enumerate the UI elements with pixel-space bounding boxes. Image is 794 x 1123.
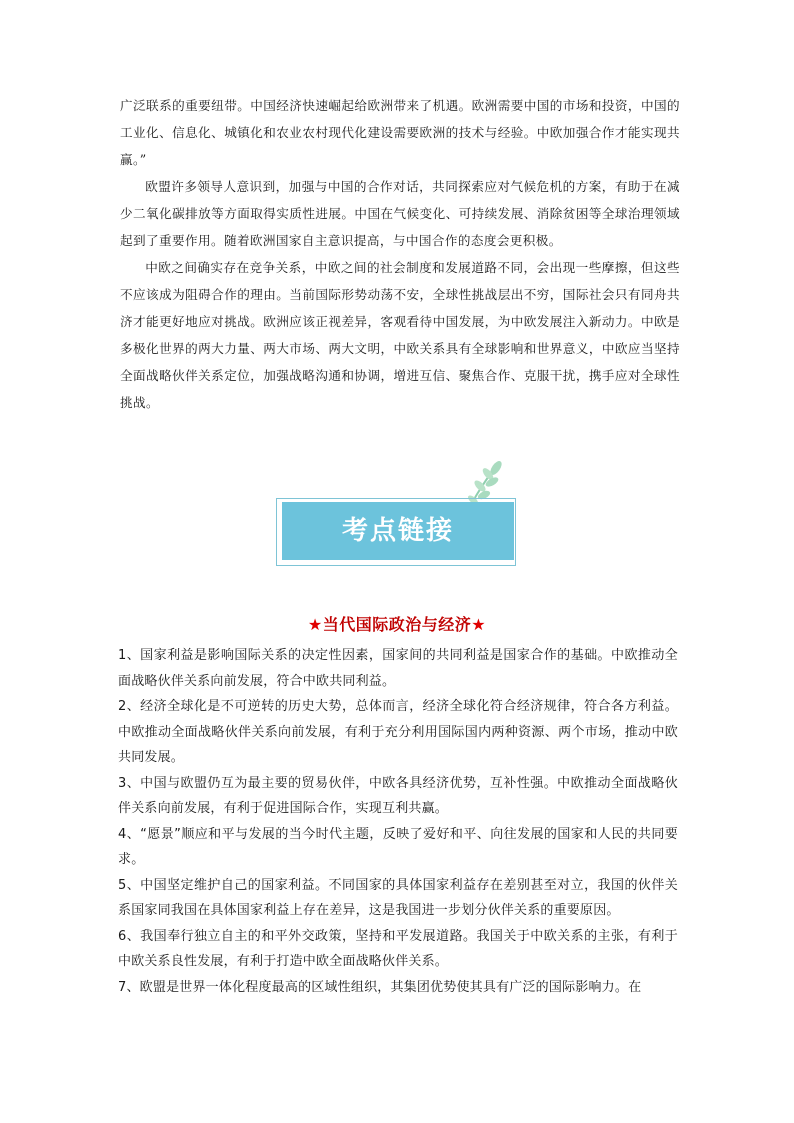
article-paragraph: 欧盟许多领导人意识到，加强与中国的合作对话，共同探索应对气候危机的方案，有助于在减少二氧化碳排放等方面取得实质性进展。中国在气候变化、可持续发展、消除贫困等全球治理领域起到了重要作用。随着欧洲国家自主意识提高，与中国合作的态度会更积极。	[120, 179, 680, 248]
list-item: 4、“愿景”顺应和平与发展的当今时代主题，反映了爱好和平、向往发展的国家和人民的共同要求。	[118, 826, 678, 867]
list-item: 5、中国坚定维护自己的国家利益。不同国家的具体国家利益存在差别甚至对立，我国的伙伴关系国家同我国在具体国家利益上存在差异，这是我国进一步划分伙伴关系的重要原因。	[118, 877, 678, 918]
list-item: 1、国家利益是影响国际关系的决定性因素，国家间的共同利益是国家合作的基础。中欧推动全面战略伙伴关系向前发展，符合中欧共同利益。	[118, 648, 678, 689]
section-banner	[268, 458, 530, 574]
star-icon: ★	[307, 615, 323, 634]
article-paragraph: 中欧之间确实存在竞争关系，中欧之间的社会制度和发展道路不同，会出现一些摩擦，但这些不应该成为阻碍合作的理由。当前国际形势动荡不安，全球性挑战层出不穷，国际社会只有同舟共济才能更好地应对挑战。欧洲应该正视差异，客观看待中国发展，为中欧发展注入新动力。中欧是多极化世界的两大力量、两大市场、两大文明，中欧关系具有全球影响和世界意义，中欧应当坚持全面战略伙伴关系定位，加强战略沟通和协调，增进互信、聚焦合作、克服干扰，携手应对全球性挑战。	[120, 260, 680, 410]
list-item: 6、我国奉行独立自主的和平外交政策，坚持和平发展道路。我国关于中欧关系的主张，有利于中欧关系良性发展，有利于打造中欧全面战略伙伴关系。	[118, 928, 678, 969]
article-paragraph: 广泛联系的重要纽带。中国经济快速崛起给欧洲带来了机遇。欧洲需要中国的市场和投资，中国的工业化、信息化、城镇化和农业农村现代化建设需要欧洲的技术与经验。中欧加强合作才能实现共赢。”	[120, 98, 680, 167]
list-item: 3、中国与欧盟仍互为最主要的贸易伙伴，中欧各具经济优势，互补性强。中欧推动全面战略伙伴关系向前发展，有利于促进国际合作，实现互利共赢。	[118, 775, 678, 816]
list-item: 2、经济全球化是不可逆转的历史大势，总体而言，经济全球化符合经济规律，符合各方利益。中欧推动全面战略伙伴关系向前发展，有利于充分利用国际国内两种资源、两个市场，推动中欧共同发展。	[118, 699, 678, 765]
article-body	[120, 92, 680, 416]
section-heading-text: 当代国际政治与经济	[322, 615, 472, 634]
banner-title: 考点链接	[341, 516, 454, 546]
star-icon: ★	[471, 615, 487, 634]
list-item: 7、欧盟是世界一体化程度最高的区域性组织，其集团优势使其具有广泛的国际影响力。在	[118, 979, 642, 995]
key-points-list	[118, 643, 678, 1000]
section-heading	[0, 612, 794, 635]
